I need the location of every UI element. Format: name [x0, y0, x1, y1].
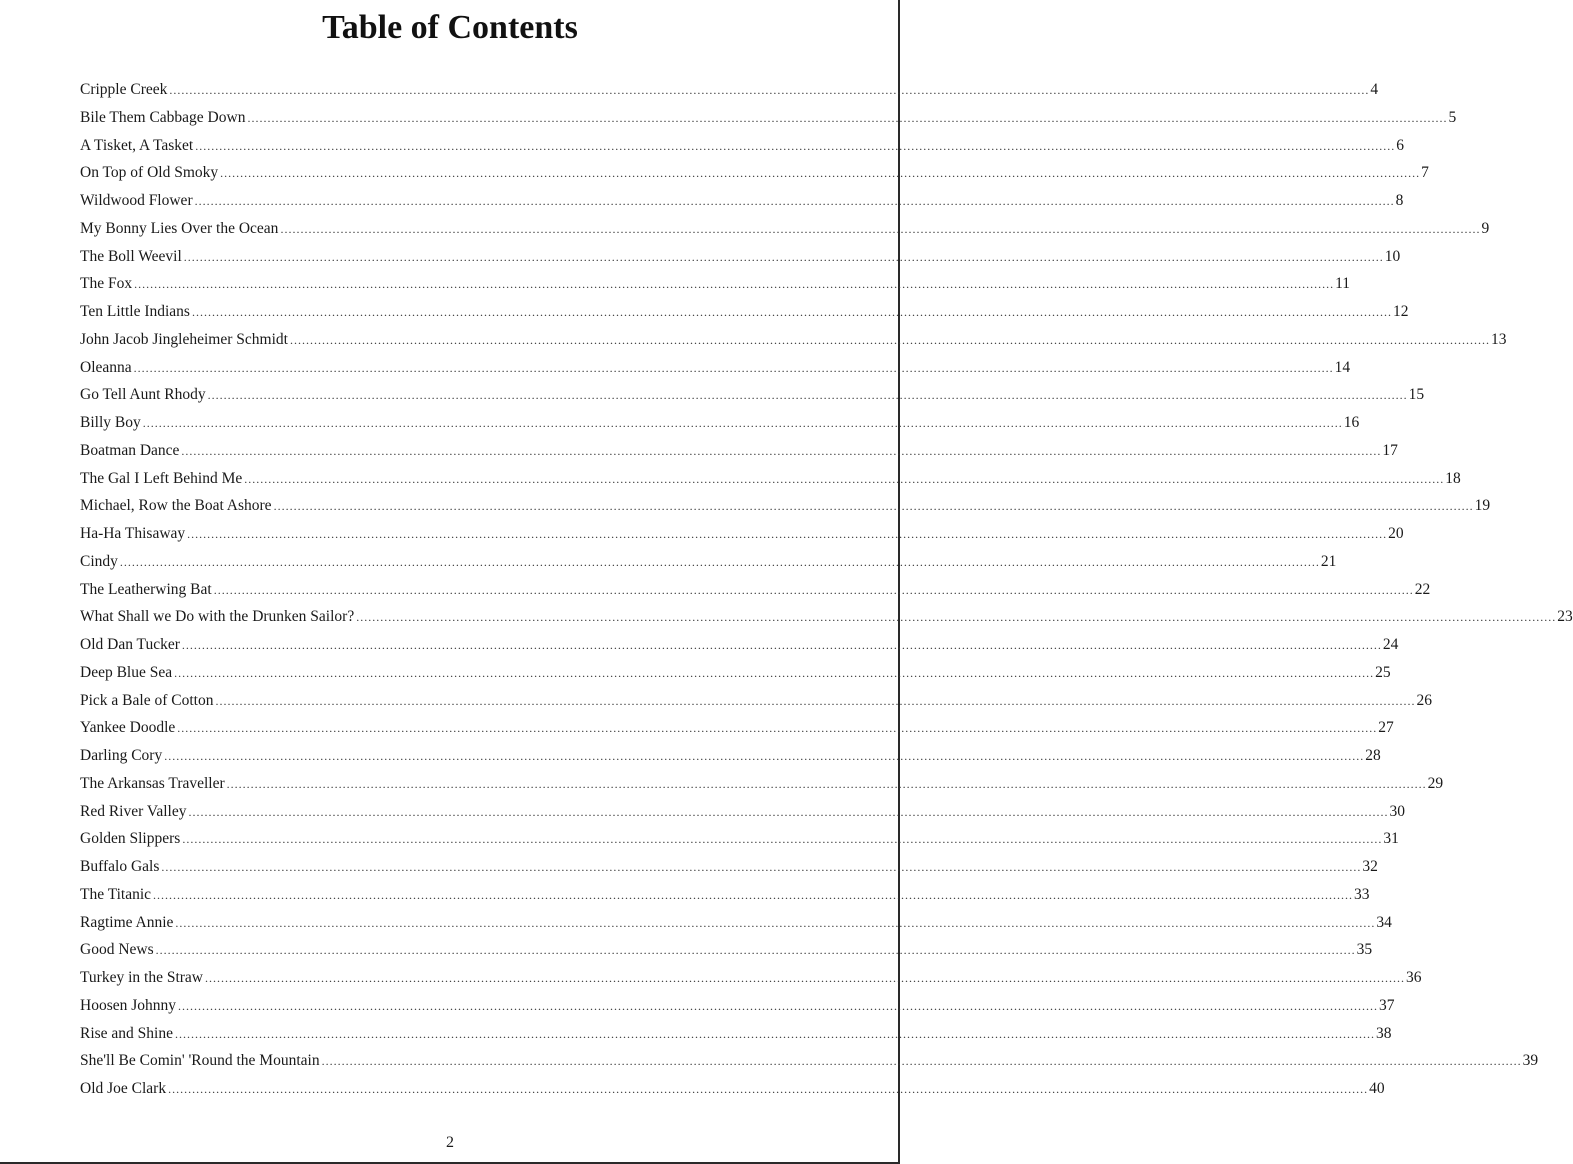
toc-dot-leader: ............................................................................................................................................................................................................................................................................................................ [226, 776, 1427, 791]
toc-entry[interactable] [80, 437, 1398, 465]
toc-dot-leader: ............................................................................................................................................................................................................................................................................................................ [182, 832, 1383, 847]
toc-entry-page: 13 [1490, 330, 1507, 348]
toc-entry-title: The Arkansas Traveller [80, 774, 225, 792]
toc-entry-page: 24 [1382, 636, 1399, 653]
toc-entry-page: 35 [1356, 941, 1373, 959]
toc-entry-page: 8 [1395, 192, 1404, 209]
toc-entry-page: 30 [1389, 802, 1405, 820]
toc-dot-leader: ............................................................................................................................................................................................................................................................................................................ [164, 749, 1365, 763]
toc-entry-title: Rise and Shine [80, 1024, 173, 1042]
toc-dot-leader: ............................................................................................................................................................................................................................................................................................................ [153, 887, 1354, 902]
toc-entry-page: 14 [1334, 358, 1351, 376]
toc-entry[interactable] [80, 909, 1392, 937]
toc-entry-page: 31 [1383, 830, 1399, 848]
toc-entry-page: 39 [1522, 1052, 1539, 1070]
toc-entry-title: Red River Valley [80, 802, 187, 820]
toc-entry-title: The Boll Weevil [80, 247, 182, 265]
toc-entry-title: Oleanna [80, 358, 132, 376]
toc-dot-leader: ............................................................................................................................................................................................................................................................................................................ [244, 471, 1445, 486]
toc-entry[interactable] [80, 326, 1507, 354]
toc-entry[interactable] [80, 492, 1491, 520]
toc-entry-title: Ragtime Annie [80, 913, 174, 931]
toc-dot-leader: ............................................................................................................................................................................................................................................................................................................ [174, 665, 1375, 680]
toc-dot-leader: ............................................................................................................................................................................................................................................................................................................ [142, 416, 1343, 430]
toc-entry-title: She'll Be Comin' 'Round the Mountain [80, 1052, 320, 1070]
toc-entry-page: 37 [1379, 996, 1395, 1014]
toc-entry[interactable] [80, 548, 1337, 576]
toc-entry-page: 4 [1370, 81, 1379, 98]
toc-dot-leader: ............................................................................................................................................................................................................................................................................................................ [195, 138, 1396, 153]
toc-entry[interactable] [80, 714, 1394, 742]
toc-entry-title: The Fox [80, 275, 133, 293]
toc-entry-page: 9 [1481, 219, 1490, 237]
toc-entry-page: 17 [1382, 441, 1398, 459]
toc-entry-title: Turkey in the Straw [80, 969, 203, 986]
toc-entry-page: 23 [1557, 608, 1573, 626]
toc-entry-title: Cripple Creek [80, 81, 168, 98]
toc-entry[interactable] [80, 659, 1391, 687]
toc-dot-leader: ............................................................................................................................................................................................................................................................................................................ [175, 1026, 1375, 1041]
toc-list [80, 76, 1573, 1103]
toc-dot-leader: ............................................................................................................................................................................................................................................................................................................ [289, 332, 1490, 347]
toc-entry-page: 18 [1445, 469, 1461, 487]
toc-entry-title: Darling Cory [80, 747, 163, 764]
toc-entry-page: 32 [1362, 858, 1378, 875]
toc-entry-title: My Bonny Lies Over the Ocean [80, 219, 279, 237]
toc-dot-leader: ............................................................................................................................................................................................................................................................................................................ [177, 721, 1378, 736]
toc-entry[interactable] [80, 992, 1395, 1020]
toc-dot-leader: ............................................................................................................................................................................................................................................................................................................ [119, 554, 1320, 569]
toc-entry-page: 6 [1396, 136, 1404, 154]
toc-dot-leader: ............................................................................................................................................................................................................................................................................................................ [321, 1054, 1522, 1069]
toc-dot-leader: ............................................................................................................................................................................................................................................................................................................ [207, 388, 1408, 403]
toc-entry-page: 29 [1427, 774, 1444, 792]
toc-entry-page: 11 [1335, 275, 1351, 293]
toc-dot-leader: ............................................................................................................................................................................................................................................................................................................ [169, 83, 1370, 97]
toc-entry[interactable] [80, 1075, 1385, 1103]
toc-dot-leader: ............................................................................................................................................................................................................................................................................................................ [175, 915, 1376, 930]
toc-entry-page: 27 [1378, 719, 1394, 737]
toc-entry-title: Yankee Doodle [80, 719, 176, 737]
toc-dot-leader: ............................................................................................................................................................................................................................................................................................................ [188, 804, 1389, 819]
toc-entry-title: Good News [80, 941, 154, 959]
toc-entry[interactable] [80, 603, 1573, 631]
toc-dot-leader: ............................................................................................................................................................................................................................................................................................................ [133, 360, 1334, 375]
toc-entry-page: 22 [1414, 580, 1431, 598]
toc-entry[interactable] [80, 270, 1351, 298]
toc-dot-leader: ............................................................................................................................................................................................................................................................................................................ [247, 110, 1448, 125]
page-title: Table of Contents [322, 9, 578, 46]
toc-entry[interactable] [80, 104, 1457, 132]
toc-dot-leader: ............................................................................................................................................................................................................................................................................................................ [168, 1082, 1369, 1096]
toc-entry[interactable] [80, 159, 1429, 187]
toc-entry-title: The Gal I Left Behind Me [80, 469, 243, 487]
toc-entry[interactable] [80, 576, 1431, 604]
toc-entry[interactable] [80, 742, 1381, 770]
toc-entry[interactable] [80, 132, 1404, 160]
toc-entry-title: Pick a Bale of Cotton [80, 691, 214, 709]
toc-entry[interactable] [80, 881, 1370, 909]
toc-dot-leader: ............................................................................................................................................................................................................................................................................................................ [181, 443, 1382, 458]
toc-entry-title: John Jacob Jingleheimer Schmidt [80, 330, 288, 348]
toc-entry-page: 10 [1384, 247, 1401, 265]
toc-entry[interactable] [80, 298, 1409, 326]
toc-entry[interactable] [80, 687, 1432, 715]
toc-dot-leader: ............................................................................................................................................................................................................................................................................................................ [273, 499, 1474, 514]
toc-dot-leader: ............................................................................................................................................................................................................................................................................................................ [178, 998, 1379, 1013]
toc-dot-leader: ............................................................................................................................................................................................................................................................................................................ [213, 582, 1414, 597]
toc-entry-page: 19 [1474, 497, 1491, 515]
toc-entry-page: 28 [1365, 747, 1381, 764]
toc-entry-title: Golden Slippers [80, 830, 181, 848]
toc-entry[interactable] [80, 825, 1399, 853]
toc-entry[interactable] [80, 76, 1379, 104]
toc-entry[interactable] [80, 770, 1444, 798]
toc-entry-page: 7 [1421, 164, 1429, 182]
toc-entry-page: 34 [1376, 913, 1392, 931]
toc-dot-leader: ............................................................................................................................................................................................................................................................................................................ [280, 221, 1481, 236]
toc-entry-title: Hoosen Johnny [80, 996, 177, 1014]
toc-entry-title: A Tisket, A Tasket [80, 136, 194, 154]
toc-entry-title: The Titanic [80, 885, 152, 903]
toc-entry-title: Buffalo Gals [80, 858, 160, 875]
toc-entry[interactable] [80, 465, 1461, 493]
toc-dot-leader: ............................................................................................................................................................................................................................................................................................................ [161, 860, 1362, 874]
toc-dot-leader: ............................................................................................................................................................................................................................................................................................................ [220, 166, 1421, 181]
toc-dot-leader: ............................................................................................................................................................................................................................................................................................................ [134, 277, 1335, 292]
toc-entry-title: Old Dan Tucker [80, 636, 180, 653]
toc-entry-title: What Shall we Do with the Drunken Sailor? [80, 608, 355, 626]
toc-entry[interactable] [80, 354, 1351, 382]
toc-entry[interactable] [80, 853, 1378, 881]
toc-entry-title: Wildwood Flower [80, 192, 193, 209]
toc-entry-title: Boatman Dance [80, 441, 180, 459]
toc-dot-leader: ............................................................................................................................................................................................................................................................................................................ [205, 971, 1405, 985]
toc-entry[interactable] [80, 936, 1373, 964]
toc-entry[interactable] [80, 798, 1405, 826]
toc-dot-leader: ............................................................................................................................................................................................................................................................................................................ [191, 305, 1392, 319]
page-number: 2 [446, 1134, 454, 1151]
toc-dot-leader: ............................................................................................................................................................................................................................................................................................................ [181, 638, 1382, 652]
toc-entry[interactable] [80, 243, 1401, 271]
toc-dot-leader: ............................................................................................................................................................................................................................................................................................................ [194, 194, 1395, 208]
toc-entry[interactable] [80, 1020, 1392, 1048]
toc-entry-title: On Top of Old Smoky [80, 164, 219, 182]
toc-dot-leader: ............................................................................................................................................................................................................................................................................................................ [356, 610, 1557, 625]
toc-entry[interactable] [80, 187, 1404, 215]
toc-entry-title: Ha-Ha Thisaway [80, 525, 186, 542]
toc-entry[interactable] [80, 1047, 1539, 1075]
toc-entry[interactable] [80, 381, 1425, 409]
toc-entry-page: 36 [1406, 969, 1422, 986]
toc-entry-title: The Leatherwing Bat [80, 580, 212, 598]
toc-entry-page: 15 [1408, 386, 1425, 404]
toc-entry-title: Go Tell Aunt Rhody [80, 386, 206, 404]
toc-entry-page: 38 [1376, 1024, 1392, 1042]
toc-entry-title: Michael, Row the Boat Ashore [80, 497, 272, 515]
toc-entry-title: Deep Blue Sea [80, 663, 173, 681]
toc-entry-page: 21 [1320, 552, 1337, 570]
toc-entry-page: 16 [1343, 414, 1360, 431]
toc-dot-leader: ............................................................................................................................................................................................................................................................................................................ [215, 693, 1416, 708]
toc-entry-page: 26 [1416, 691, 1432, 709]
toc-entry-title: Old Joe Clark [80, 1080, 167, 1097]
toc-entry[interactable] [80, 964, 1422, 992]
toc-entry-title: Cindy [80, 552, 118, 570]
toc-entry-page: 12 [1392, 303, 1409, 320]
toc-entry-page: 20 [1388, 525, 1404, 542]
toc-entry-page: 5 [1448, 108, 1457, 126]
toc-entry-page: 33 [1354, 885, 1370, 903]
toc-dot-leader: ............................................................................................................................................................................................................................................................................................................ [183, 249, 1384, 264]
toc-entry-title: Bile Them Cabbage Down [80, 108, 246, 126]
toc-entry-page: 40 [1369, 1080, 1385, 1097]
toc-entry[interactable] [80, 215, 1490, 243]
toc-dot-leader: ............................................................................................................................................................................................................................................................................................................ [187, 527, 1388, 541]
toc-entry[interactable] [80, 631, 1399, 659]
toc-entry[interactable] [80, 520, 1404, 548]
toc-entry-title: Billy Boy [80, 414, 141, 431]
toc-dot-leader: ............................................................................................................................................................................................................................................................................................................ [155, 943, 1356, 958]
toc-entry-title: Ten Little Indians [80, 303, 190, 320]
toc-entry-page: 25 [1375, 663, 1391, 681]
toc-entry[interactable] [80, 409, 1360, 437]
